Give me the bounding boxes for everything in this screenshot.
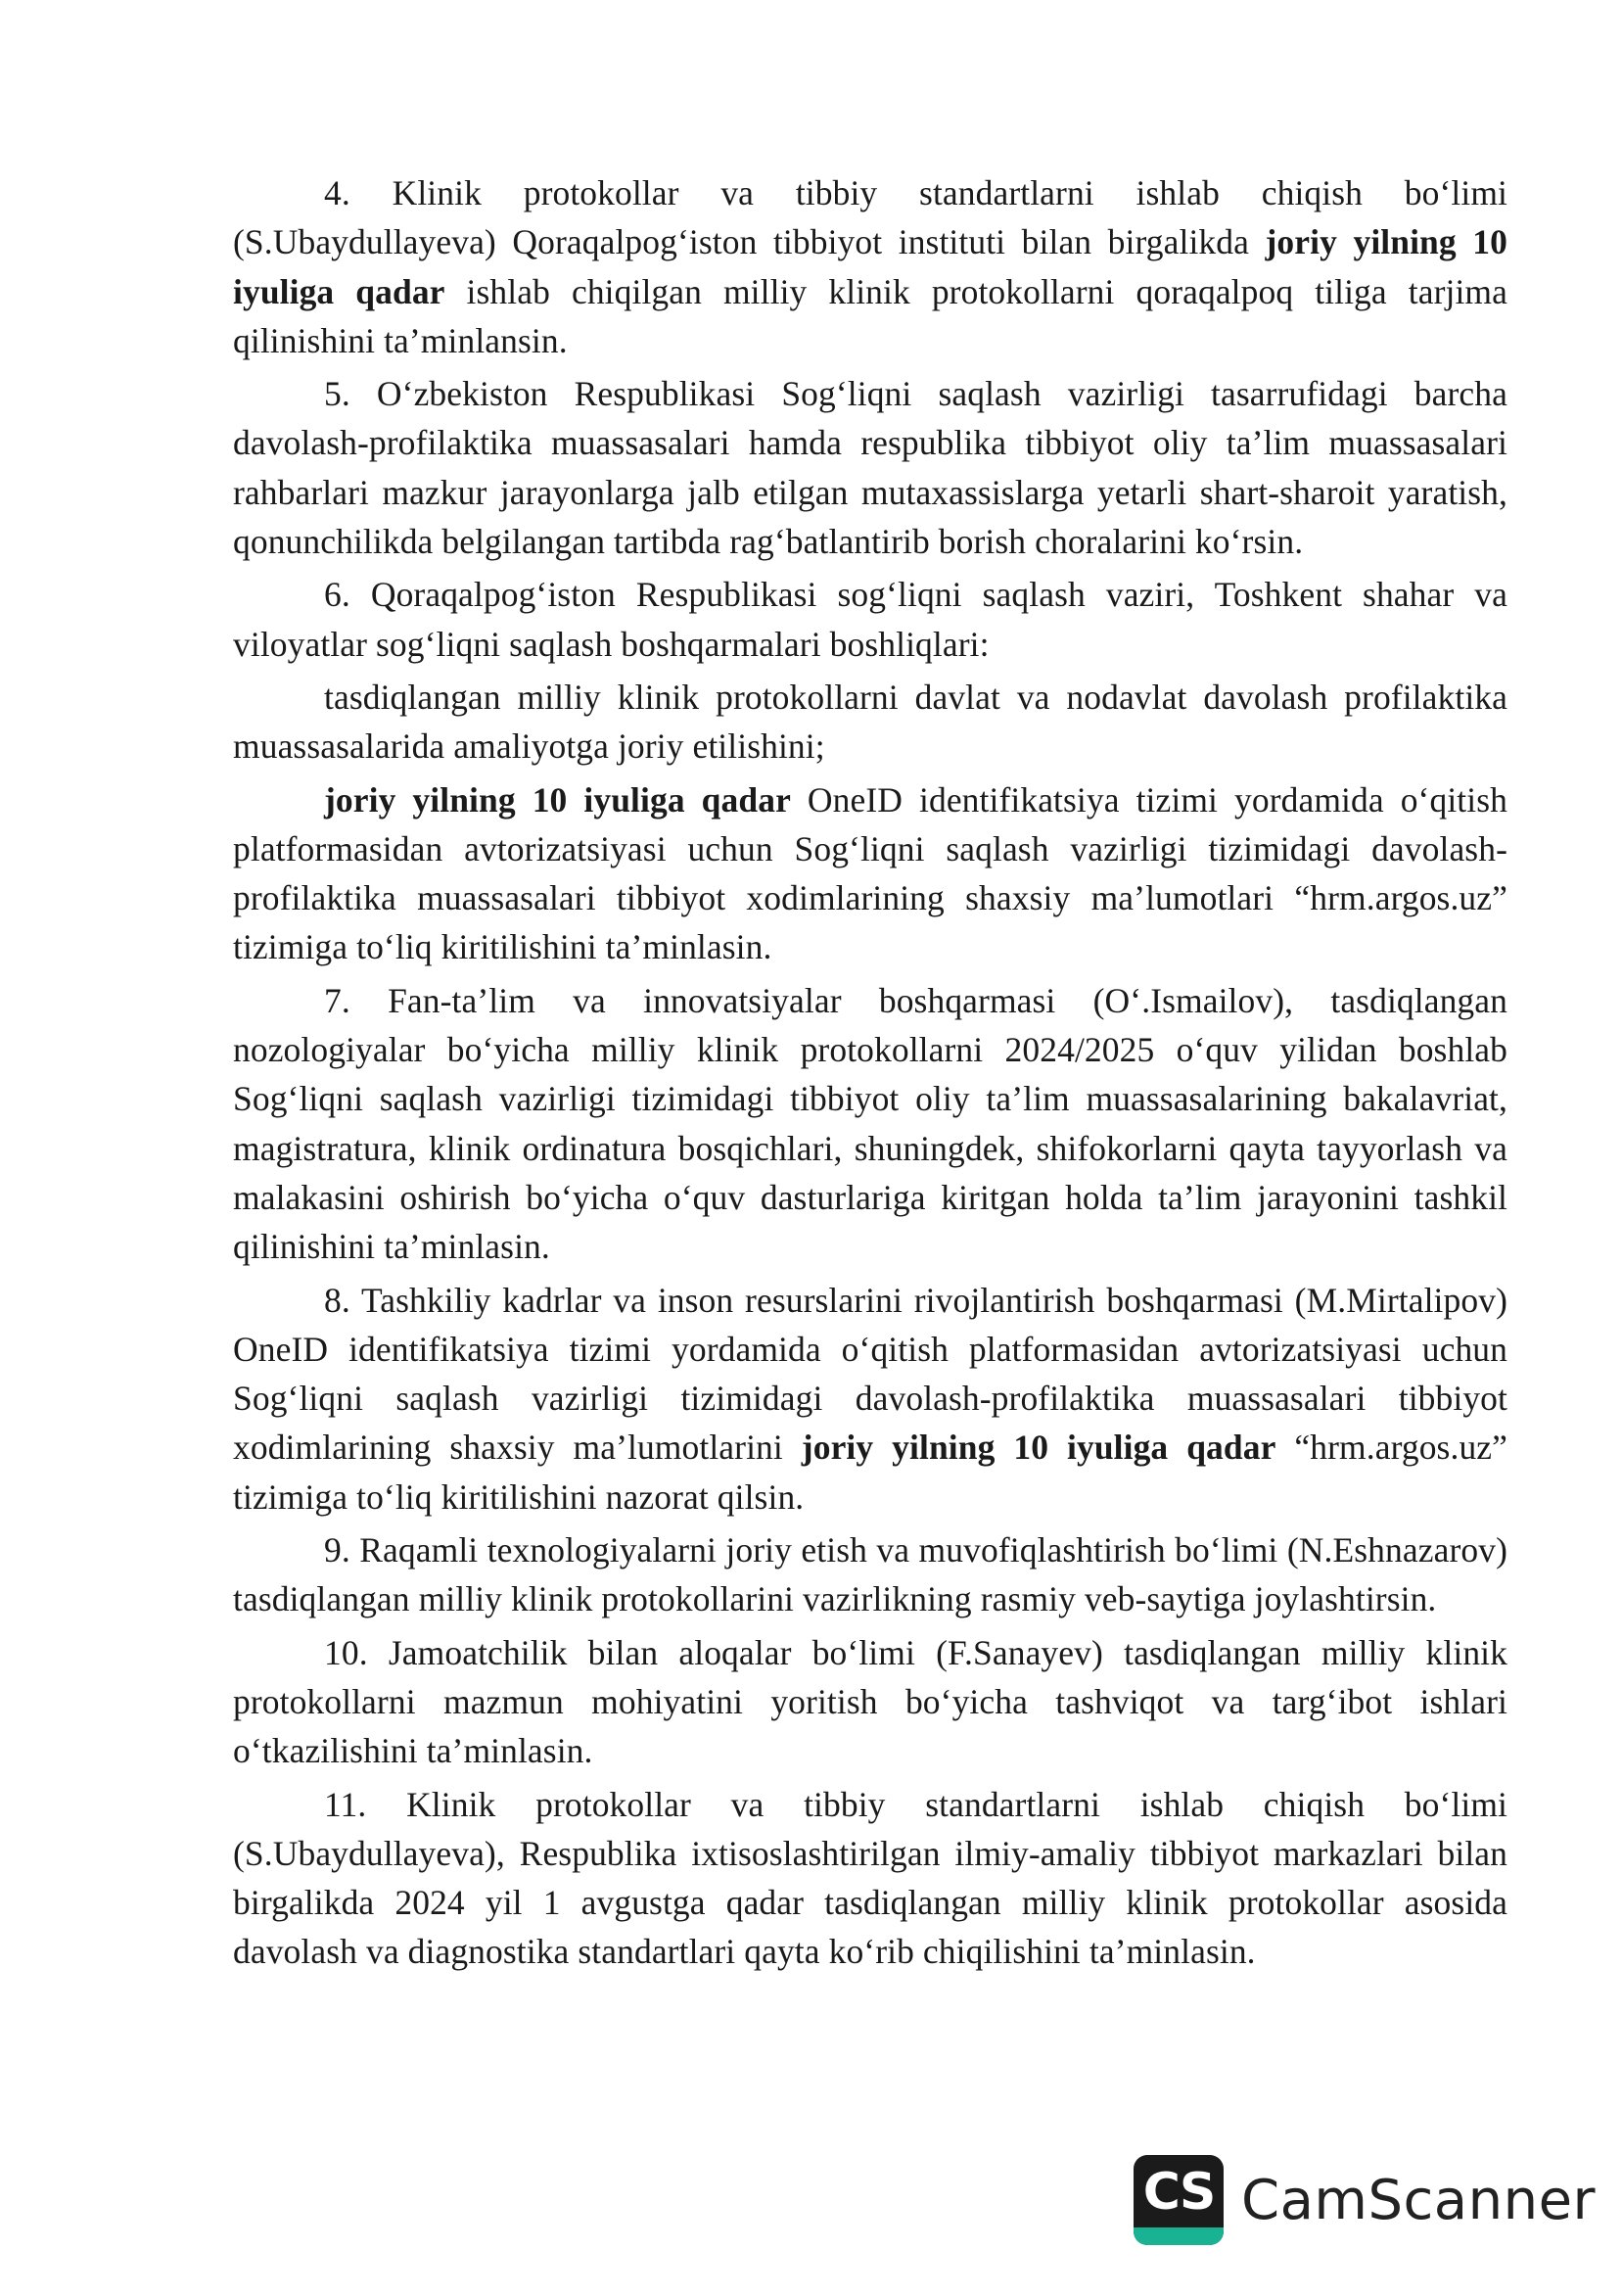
text-segment: 6. Qoraqalpog‘iston Respublikasi sog‘liqni saqlash vaziri, Toshkent shahar va viloyatlar sog‘liqni saqlash boshqarmalari boshliqlari: bbox=[233, 575, 1507, 664]
text-segment: 11. Klinik protokollar va tibbiy standartlarni ishlab chiqish bo‘limi (S.Ubaydullayeva), Respublika ixtisoslashtirilgan ilmiy-amaliy tibbiyot markazlari bilan birgalikda 2024 yil 1 avgustga qadar tasdiqlangan milliy klinik protokollar asosida davolash va diagnostika standartlari qayta ko‘rib chiqilishini ta’minlasin. bbox=[233, 1784, 1507, 1972]
deadline-bold-text: joriy yilning 10 iyuliga qadar bbox=[233, 222, 1507, 311]
camscanner-logo-icon bbox=[1134, 2155, 1224, 2245]
text-segment: “hrm.argos.uz” tizimiga to‘liq kiritilishini nazorat qilsin. bbox=[233, 1428, 1508, 1517]
paragraph-9 bbox=[233, 1525, 1507, 1624]
text-segment: 5. O‘zbekiston Respublikasi Sog‘liqni saqlash vazirligi tasarrufidagi barcha davolash-profilaktika muassasalari hamda respublika tibbiyot oliy ta’lim muassasalari rahbarlari mazkur jarayonlarga jalb etilgan mutaxassislarga yetarli shart-sharoit yaratish, qonunchilikda belgilangan tartibda rag‘batlantirib borish choralarini ko‘rsin. bbox=[233, 374, 1507, 562]
deadline-bold-text: joriy yilning 10 iyuliga qadar bbox=[801, 1428, 1276, 1468]
paragraph-6-item-2 bbox=[233, 775, 1507, 972]
paragraph-4 bbox=[233, 168, 1507, 365]
camscanner-brand-text: CamScanner bbox=[1241, 2168, 1597, 2232]
paragraph-6-item-1 bbox=[233, 673, 1507, 772]
paragraph-6 bbox=[233, 570, 1507, 669]
text-segment: OneID identifikatsiya tizimi yordamida o‘qitish platformasidan avtorizatsiyasi uchun Sog‘liqni saqlash vazirligi tizimidagi davolash-profilaktika muassasalari tibbiyot xodimlarining shaxsiy ma’lumotlari “hrm.argos.uz” tizimiga to‘liq kiritilishini ta’minlasin. bbox=[233, 779, 1507, 967]
text-segment: ishlab chiqilgan milliy klinik protokollarni qoraqalpoq tiliga tarjima qilinishini ta’minlansin. bbox=[233, 271, 1507, 360]
camscanner-watermark bbox=[1134, 2155, 1596, 2245]
logo-badge-text: CS bbox=[1142, 2163, 1215, 2222]
document-body bbox=[233, 168, 1507, 1981]
text-segment: 7. Fan-ta’lim va innovatsiyalar boshqarmasi (O‘.Ismailov), tasdiqlangan nozologiyalar bo‘yicha milliy klinik protokollarni 2024/2025 o‘quv yilidan boshlab Sog‘liqni saqlash vazirligi tizimidagi tibbiyot oliy ta’lim muassasalarining bakalavriat, magistratura, klinik ordinatura bosqichlari, shuningdek, shifokorlarni qayta tayyorlash va malakasini oshirish bo‘yicha o‘quv dasturlariga kiritgan holda ta’lim jarayonini tashkil qilinishini ta’minlasin. bbox=[233, 980, 1507, 1267]
text-segment: 4. Klinik protokollar va tibbiy standartlarni ishlab chiqish bo‘limi (S.Ubaydullayeva) Qoraqalpog‘iston tibbiyot instituti bilan birgalikda bbox=[233, 173, 1507, 262]
text-segment: tasdiqlangan milliy klinik protokollarni davlat va nodavlat davolash profilaktika muassasalarida amaliyotga joriy etilishini; bbox=[233, 677, 1507, 767]
paragraph-5 bbox=[233, 369, 1507, 566]
paragraph-7 bbox=[233, 976, 1507, 1272]
paragraph-11 bbox=[233, 1780, 1507, 1977]
paragraph-8 bbox=[233, 1276, 1507, 1522]
text-segment: 10. Jamoatchilik bilan aloqalar bo‘limi (F.Sanayev) tasdiqlangan milliy klinik protokollarni mazmun mohiyatini yoritish bo‘yicha tashviqot va targ‘ibot ishlari o‘tkazilishini ta’minlasin. bbox=[233, 1632, 1507, 1771]
deadline-bold-text: joriy yilning 10 iyuliga qadar bbox=[324, 779, 791, 820]
text-segment: 9. Raqamli texnologiyalarni joriy etish va muvofiqlashtirish bo‘limi (N.Eshnazarov) tasdiqlangan milliy klinik protokollarini vazirlikning rasmiy veb-saytiga joylashtirsin. bbox=[233, 1530, 1507, 1619]
text-segment: 8. Tashkiliy kadrlar va inson resurslarini rivojlantirish boshqarmasi (M.Mirtalipov) OneID identifikatsiya tizimi yordamida o‘qitish platformasidan avtorizatsiyasi uchun Sog‘liqni saqlash vazirligi tizimidagi davolash-profilaktika muassasalari tibbiyot xodimlarining shaxsiy ma’lumotlarini bbox=[233, 1280, 1507, 1468]
logo-accent-bar bbox=[1134, 2227, 1224, 2245]
paragraph-10 bbox=[233, 1628, 1507, 1776]
